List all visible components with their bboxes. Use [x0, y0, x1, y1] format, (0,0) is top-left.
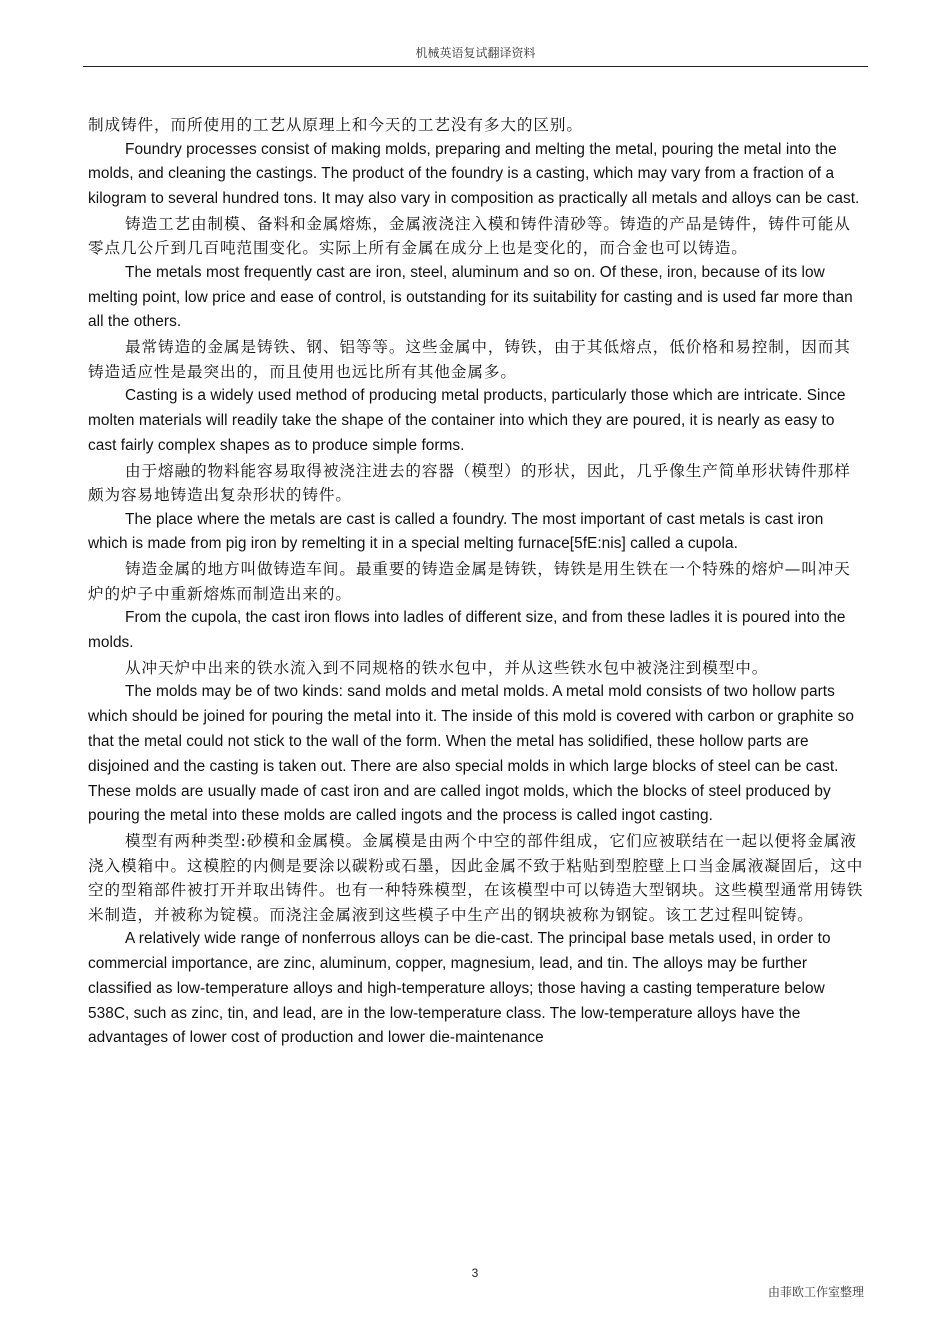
english-paragraph: Foundry processes consist of making molds, preparing and melting the metal, pouring the metal into the molds, and cleaning the castings. The product of the foundry is a casting, which may vary from a fraction of a kilogram to several hundred tons. It may also vary in composition as practically all metals and alloys can be cast.	[88, 140, 860, 208]
english-paragraph: The molds may be of two kinds: sand molds and metal molds. A metal mold consists of two hollow parts which should be joined for pouring the metal into it. The inside of this mold is covered with carbon or graphite so that the metal could not stick to the wall of the form. When the metal has solidified, these hollow parts are disjoined and the casting is taken out. There are also special molds in which large blocks of steel can be cast. These molds are usually made of cast iron and are called ingot molds, which the blocks of steel produced by pouring the metal into these molds are called ingots and the process is called ingot casting.	[88, 683, 855, 825]
footer-note: 由菲欧工作室整理	[767, 1285, 864, 1299]
chinese-paragraph: 铸造金属的地方叫做铸造车间。最重要的铸造金属是铸铁，铸铁是用生铁在一个特殊的熔炉—叫冲天炉的炉子中重新熔炼而制造出来的。	[88, 560, 851, 603]
english-paragraph: A relatively wide range of nonferrous alloys can be die-cast. The principal base metals used, in order to commercial importance, are zinc, aluminum, copper, magnesium, lead, and tin. The alloys may be further classified as low-temperature alloys and high-temperature alloys; those having a casting temperature below 538C, such as zinc, tin, and lead, are in the low-temperature class. The low-temperature alloys have the advantages of lower cost of production and lower die-maintenance	[88, 930, 831, 1047]
english-paragraph: From the cupola, the cast iron flows into ladles of different size, and from these ladles it is poured into the molds.	[88, 609, 846, 652]
chinese-paragraph: 制成铸件，而所使用的工艺从原理上和今天的工艺没有多大的区别。	[88, 116, 583, 134]
chinese-paragraph: 模型有两种类型:砂模和金属模。金属模是由两个中空的部件组成，它们应被联结在一起以便将金属液浇入模箱中。这模腔的内侧是要涂以碳粉或石墨，因此金属不致于粘贴到型腔壁上口当金属液凝固后，这中空的型箱部件被打开并取出铸件。也有一种特殊模型，在该模型中可以铸造大型钢块。这些模型通常用铸铁米制造，并被称为锭模。而浇注金属液到这些模子中生产出的钢块被称为钢锭。该工艺过程叫锭铸。	[88, 832, 864, 924]
document-body	[88, 113, 864, 1051]
english-paragraph: The place where the metals are cast is called a foundry. The most important of cast metals is cast iron which is made from pig iron by remelting it in a special melting furnace[5fE:nis] called a cupola.	[88, 510, 824, 553]
chinese-paragraph: 从冲天炉中出来的铁水流入到不同规格的铁水包中，并从这些铁水包中被浇注到模型中。	[125, 658, 769, 677]
chinese-paragraph: 由于熔融的物料能容易取得被浇注进去的容器（模型）的形状，因此，几乎像生产简单形状铸件那样颇为容易地铸造出复杂形状的铸件。	[88, 461, 851, 505]
chinese-paragraph: 最常铸造的金属是铸铁、钢、铝等等。这些金属中，铸铁，由于其低熔点，低价格和易控制，因而其铸造适应性是最突出的，而且使用也远比所有其他金属多。	[88, 338, 851, 381]
chinese-paragraph: 铸造工艺由制模、备料和金属熔炼，金属液浇注入模和铸件清砂等。铸造的产品是铸件，铸件可能从零点几公斤到几百吨范围变化。实际上所有金属在成分上也是变化的，而合金也可以铸造。	[88, 214, 851, 258]
header-rule	[83, 66, 868, 67]
running-header: 机械英语复试翻译资料	[415, 46, 536, 60]
english-paragraph: The metals most frequently cast are iron, steel, aluminum and so on. Of these, iron, because of its low melting point, low price and ease of control, is outstanding for its suitability for casting and is used far more than all the others.	[88, 263, 853, 331]
page-number: 3	[471, 1266, 479, 1280]
english-paragraph: Casting is a widely used method of producing metal products, particularly those which are intricate. Since molten materials will readily take the shape of the container into which they are poured, it is nearly as easy to cast fairly complex shapes as to produce simple forms.	[88, 387, 846, 454]
